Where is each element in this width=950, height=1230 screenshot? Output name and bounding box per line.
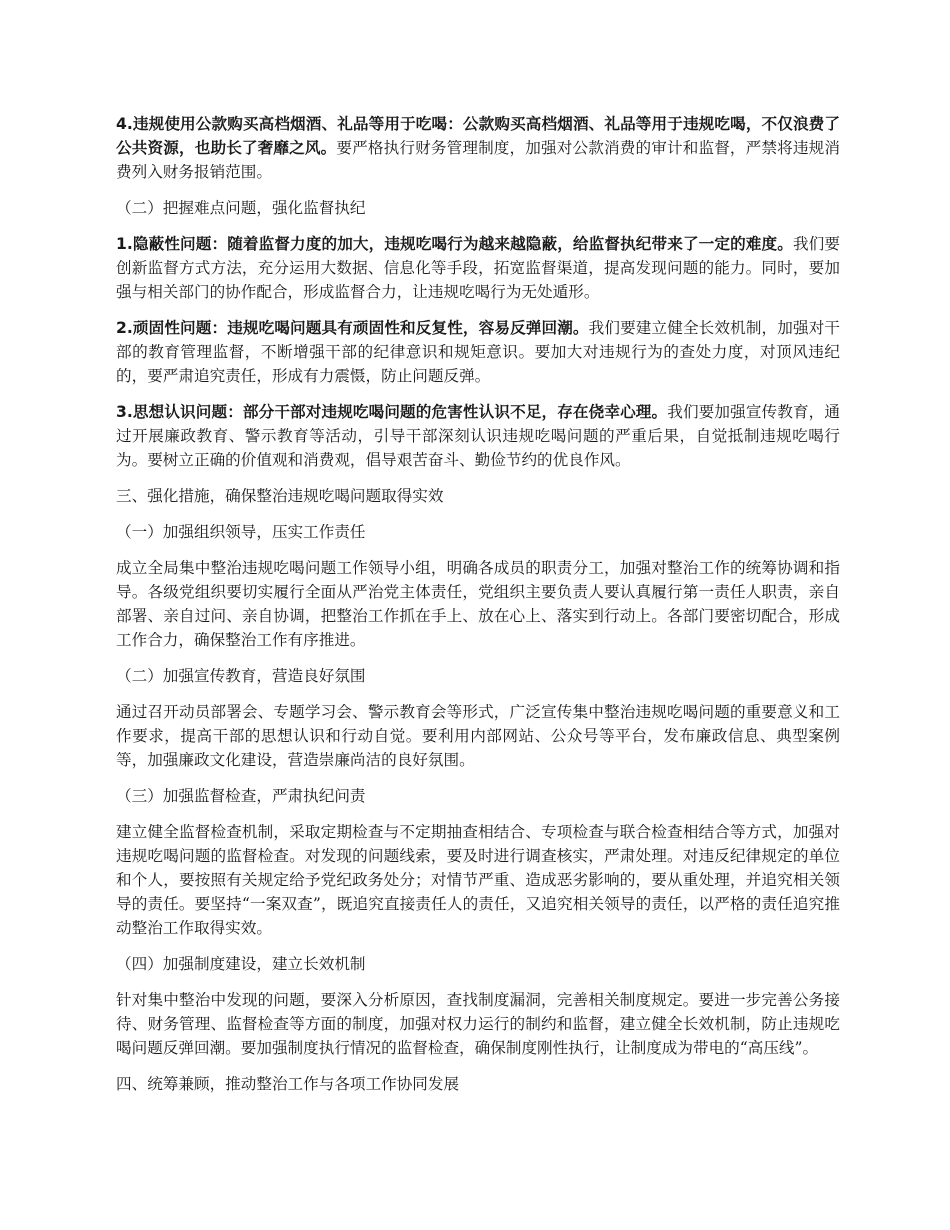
paragraph-text: 我们要创新监督方式方法，充分运用大数据、信息化等手段，拓宽监督渠道，提高发现问题的能力。同时，要加强与相关部门的协作配合，形成监督合力，让违规吃喝行为无处遁形。 [116, 235, 840, 301]
paragraph-stubbornness [116, 316, 840, 388]
section-heading-3-4: （四）加强制度建设，建立长效机制 [116, 955, 366, 973]
paragraph-organization [116, 556, 840, 652]
paragraph-lead: 3.思想认识问题：部分干部对违规吃喝问题的危害性认识不足，存在侥幸心理。 [116, 403, 668, 421]
paragraph-item-4 [116, 112, 840, 184]
paragraph-text: 我们要加强宣传教育，通过开展廉政教育、警示教育等活动，引导干部深刻认识违规吃喝问题的严重后果，自觉抵制违规吃喝行为。要树立正确的价值观和消费观，倡导艰苦奋斗、勤俭节约的优良作风。 [116, 403, 840, 469]
paragraph-lead: 1.隐蔽性问题：随着监督力度的加大，违规吃喝行为越来越隐蔽，给监督执纪带来了一定的难度。 [116, 235, 793, 253]
paragraph-lead: 2.顽固性问题：违规吃喝问题具有顽固性和反复性，容易反弹回潮。 [116, 319, 589, 337]
paragraph-supervision [116, 820, 840, 940]
document-page [116, 112, 840, 1108]
chapter-heading-4: 四、统筹兼顾，推动整治工作与各项工作协同发展 [116, 1075, 460, 1093]
paragraph-text: 建立健全监督检查机制，采取定期检查与不定期抽查相结合、专项检查与联合检查相结合等方式，加强对违规吃喝问题的监督检查。对发现的问题线索，要及时进行调查核实，严肃处理。对违反纪律规定的单位和个人，要按照有关规定给予党纪政务处分；对情节严重、造成恶劣影响的，要从重处理，并追究相关领导的责任。要坚持“一案双查”，既追究直接责任人的责任，又追究相关领导的责任，以严格的责任追究推动整治工作取得实效。 [116, 823, 840, 937]
paragraph-concealment [116, 232, 840, 304]
section-heading-2: （二）把握难点问题，强化监督执纪 [116, 199, 366, 217]
paragraph-text: 我们要建立健全长效机制，加强对干部的教育管理监督，不断增强干部的纪律意识和规矩意识。要加大对违规行为的查处力度，对顶风违纪的，要严肃追究责任，形成有力震慑，防止问题反弹。 [116, 319, 840, 385]
section-heading-3-3: （三）加强监督检查，严肃执纪问责 [116, 787, 366, 805]
section-heading-3-2: （二）加强宣传教育，营造良好氛围 [116, 667, 366, 685]
chapter-heading-3: 三、强化措施，确保整治违规吃喝问题取得实效 [116, 487, 444, 505]
paragraph-text: 通过召开动员部署会、专题学习会、警示教育会等形式，广泛宣传集中整治违规吃喝问题的重要意义和工作要求，提高干部的思想认识和行动自觉。要利用内部网站、公众号等平台，发布廉政信息、典型案例等，加强廉政文化建设，营造崇廉尚洁的良好氛围。 [116, 703, 840, 769]
paragraph-publicity [116, 700, 840, 772]
paragraph-institution [116, 988, 840, 1060]
paragraph-lead: 4.违规使用公款购买高档烟酒、礼品等用于吃喝：公款购买高档烟酒、礼品等用于违规吃喝，不仅浪费了公共资源，也助长了奢靡之风。 [116, 115, 840, 157]
paragraph-awareness [116, 400, 840, 472]
section-heading-3-1: （一）加强组织领导，压实工作责任 [116, 523, 366, 541]
paragraph-text: 成立全局集中整治违规吃喝问题工作领导小组，明确各成员的职责分工，加强对整治工作的统筹协调和指导。各级党组织要切实履行全面从严治党主体责任，党组织主要负责人要认真履行第一责任人职责，亲自部署、亲自过问、亲自协调，把整治工作抓在手上、放在心上、落实到行动上。各部门要密切配合，形成工作合力，确保整治工作有序推进。 [116, 559, 840, 649]
paragraph-text: 针对集中整治中发现的问题，要深入分析原因，查找制度漏洞，完善相关制度规定。要进一步完善公务接待、财务管理、监督检查等方面的制度，加强对权力运行的制约和监督，建立健全长效机制，防止违规吃喝问题反弹回潮。要加强制度执行情况的监督检查，确保制度刚性执行，让制度成为带电的“高压线”。 [116, 991, 840, 1057]
paragraph-text: 要严格执行财务管理制度，加强对公款消费的审计和监督，严禁将违规消费列入财务报销范围。 [116, 139, 840, 181]
